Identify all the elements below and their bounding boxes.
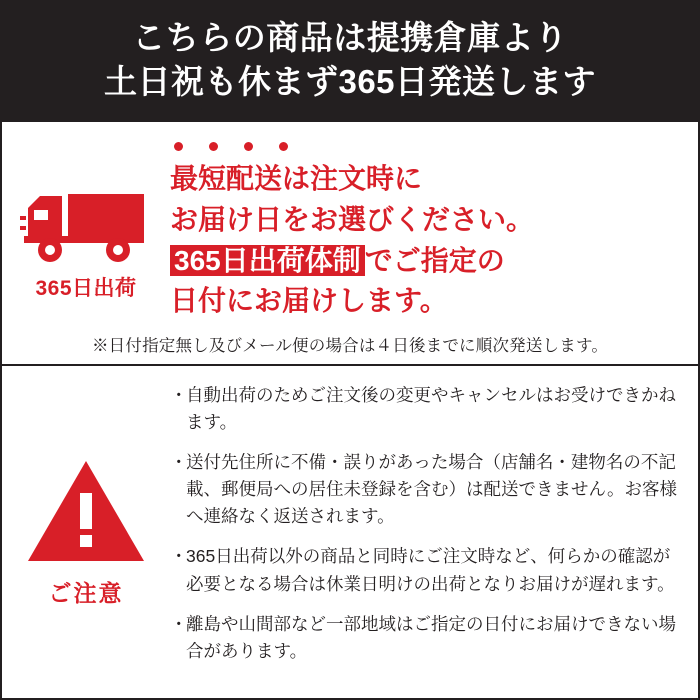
truck-column bbox=[2, 130, 170, 302]
list-item bbox=[170, 543, 680, 597]
caution-list bbox=[170, 380, 698, 692]
shipping-line-2: お届け日をお選びください。 bbox=[170, 204, 535, 236]
decorative-dots bbox=[174, 142, 682, 151]
caution-icon-column bbox=[2, 380, 170, 692]
list-item bbox=[170, 611, 680, 665]
truck-label: 365日出荷 bbox=[35, 277, 137, 301]
warning-triangle-icon bbox=[24, 457, 148, 565]
bullet-icon: ・ bbox=[170, 546, 188, 567]
bullet-icon: ・ bbox=[170, 613, 188, 634]
highlight-365-badge: 365日出荷体制 bbox=[170, 245, 365, 276]
list-item bbox=[170, 449, 680, 530]
dot-icon bbox=[209, 142, 218, 151]
list-item-text: 365日出荷以外の商品と同時にご注文時など、何らかの確認が必要となる場合は休業日明けの出荷となりお届けが遅れます。 bbox=[186, 546, 675, 594]
list-item-text: 送付先住所に不備・誤りがあった場合（店舗名・建物名の不記載、郵便局への居住未登録を含む）は配送できません。お客様へ連絡なく返送されます。 bbox=[186, 452, 678, 527]
shipping-section bbox=[2, 122, 698, 365]
shipping-line-3 bbox=[170, 241, 682, 282]
shipping-text-column bbox=[170, 130, 698, 321]
list-item-text: 自動出荷のためご注文後の変更やキャンセルはお受けできかねます。 bbox=[186, 384, 676, 432]
bullet-icon: ・ bbox=[170, 384, 188, 405]
shipping-line-4: 日付にお届けします。 bbox=[170, 285, 448, 317]
caution-section bbox=[2, 366, 698, 698]
header-line-2: 土日祝も休まず365日発送します bbox=[103, 63, 597, 101]
caution-label: ご注意 bbox=[48, 580, 124, 607]
shipping-row bbox=[2, 130, 698, 321]
shipping-note: ※日付指定無し及びメール便の場合は４日後までに順次発送します。 bbox=[91, 336, 609, 355]
header-line-1: こちらの商品は提携倉庫より bbox=[132, 19, 568, 56]
shipping-line-1: 最短配送は注文時に bbox=[170, 163, 423, 195]
dot-icon bbox=[174, 142, 183, 151]
dot-icon bbox=[279, 142, 288, 151]
list-item bbox=[170, 382, 680, 436]
dot-icon bbox=[244, 142, 253, 151]
shipping-line-3-rest: でご指定の bbox=[364, 244, 505, 276]
list-item-text: 離島や山間部など一部地域はご指定の日付にお届けできない場合があります。 bbox=[186, 613, 676, 661]
delivery-truck-icon bbox=[20, 186, 152, 266]
header-banner bbox=[2, 2, 698, 122]
bullet-icon: ・ bbox=[170, 452, 188, 473]
